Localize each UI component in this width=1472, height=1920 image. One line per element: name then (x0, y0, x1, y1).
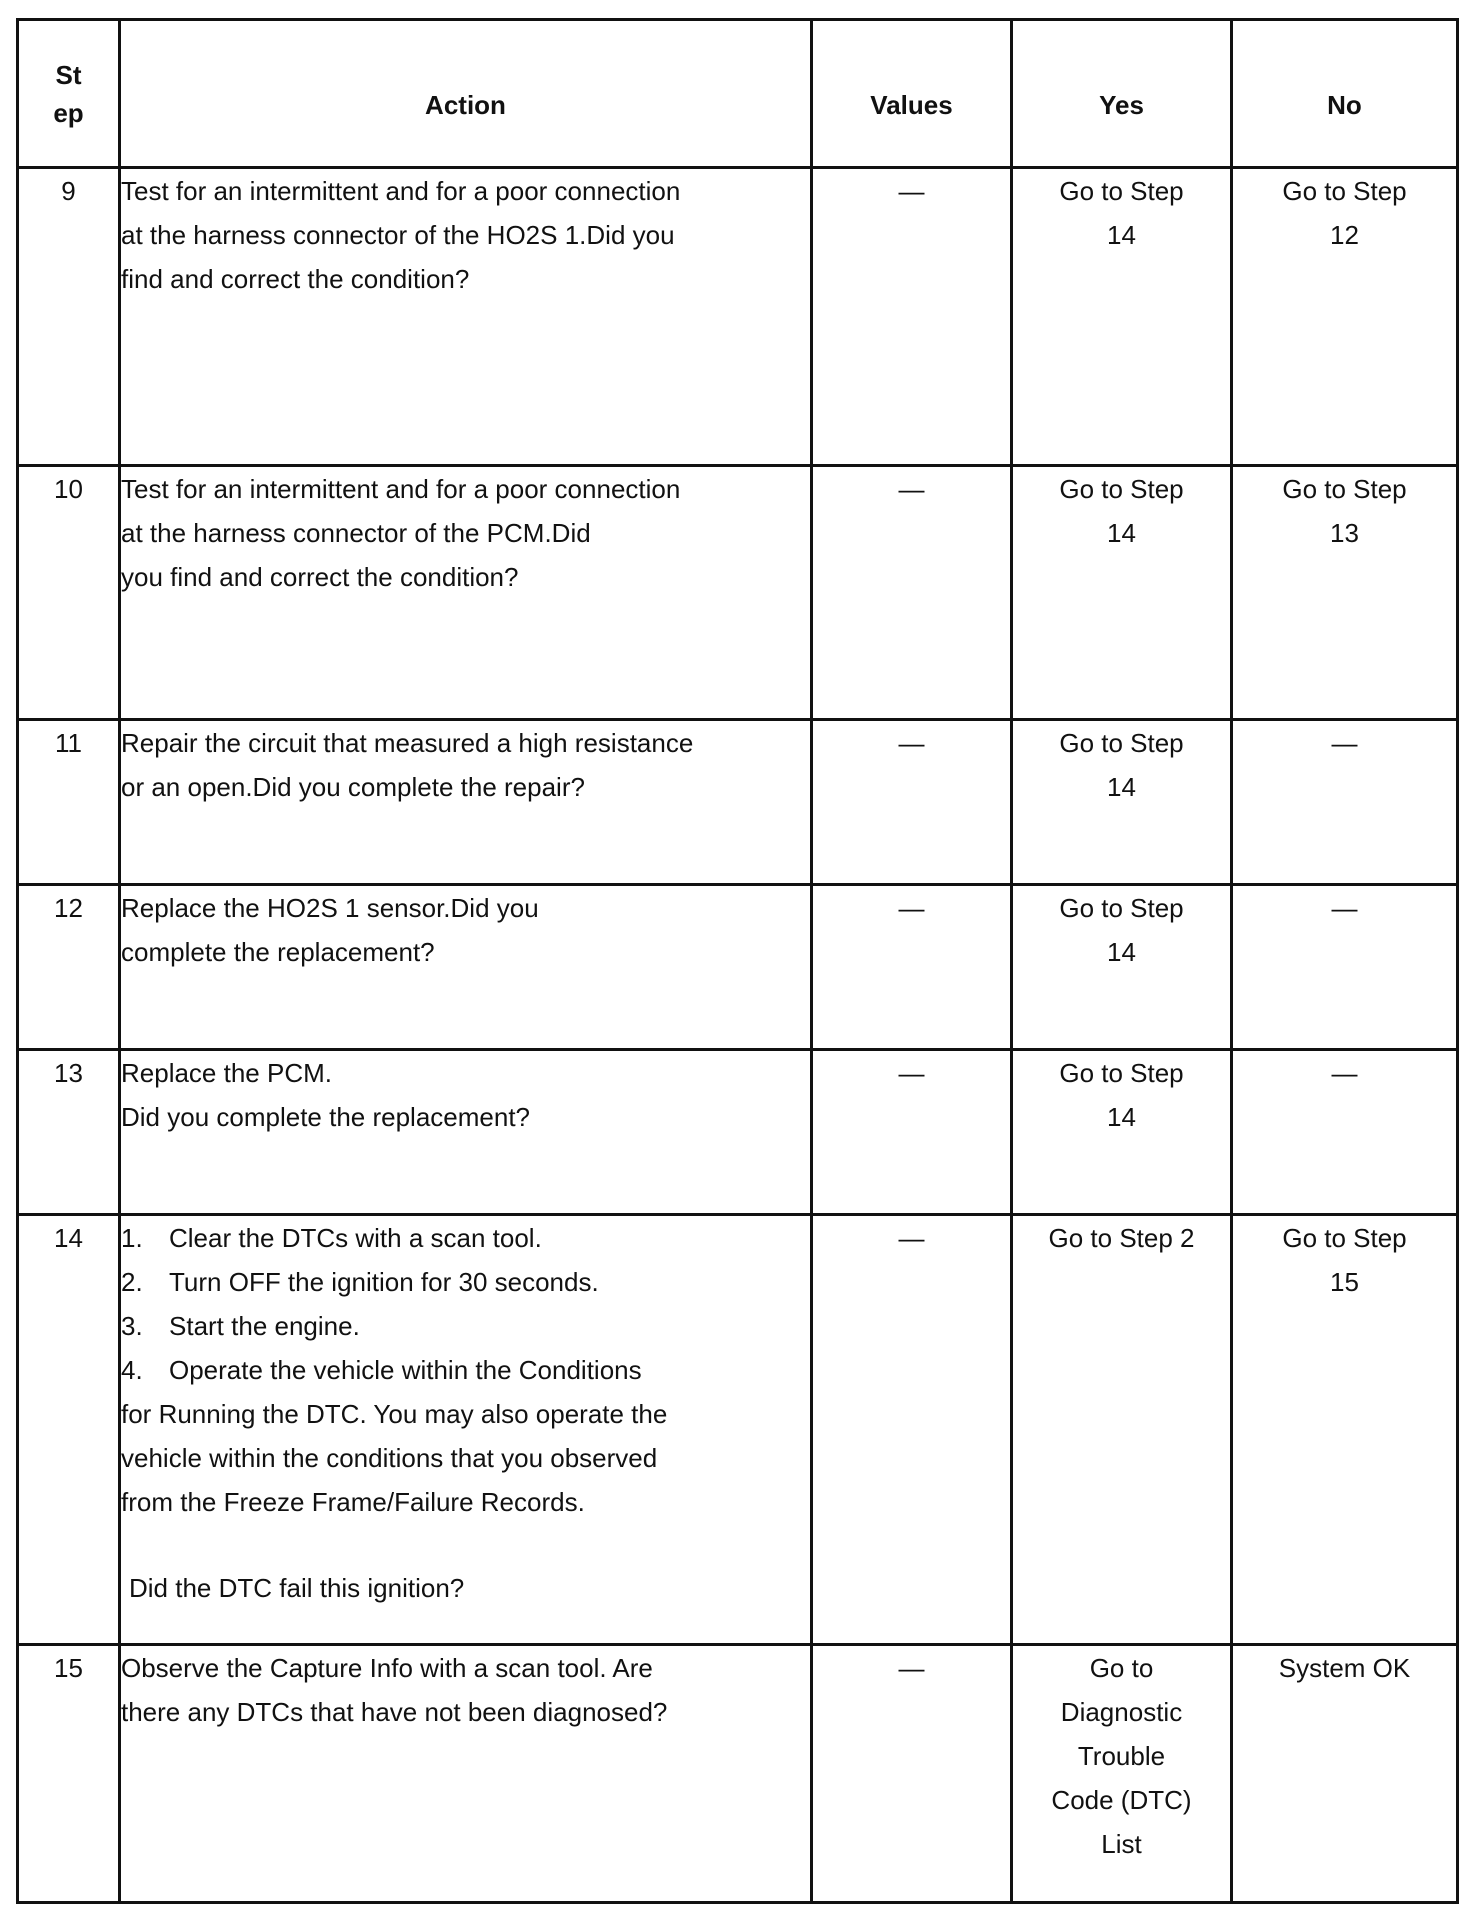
yes-line: 14 (1107, 937, 1136, 967)
action-line: Observe the Capture Info with a scan tool. Are (121, 1653, 653, 1683)
yes-cell (1012, 168, 1232, 466)
header-step-line1: St (55, 59, 82, 90)
action-line: Replace the HO2S 1 sensor.Did you (121, 893, 539, 923)
action-line: for Running the DTC. You may also operate the (121, 1399, 668, 1429)
step-number: 9 (18, 168, 120, 466)
yes-line: Go to Step 2 (1048, 1223, 1195, 1253)
header-row (18, 20, 1458, 168)
table-row (18, 885, 1458, 1050)
yes-line: Diagnostic (1060, 1697, 1183, 1727)
values-cell: — (812, 885, 1012, 1050)
values-cell: — (812, 1215, 1012, 1645)
yes-cell (1012, 720, 1232, 885)
step-number: 14 (18, 1215, 120, 1645)
no-line: — (1331, 728, 1358, 758)
yes-line: Code (DTC) (1051, 1785, 1192, 1815)
yes-line: Go to Step (1059, 893, 1184, 923)
yes-line: Go to Step (1059, 728, 1184, 758)
yes-line: 14 (1107, 772, 1136, 802)
action-cell (120, 720, 812, 885)
no-line: System OK (1278, 1653, 1411, 1683)
yes-line: List (1101, 1829, 1142, 1859)
no-cell (1232, 1215, 1458, 1645)
action-line: vehicle within the conditions that you observed (121, 1443, 658, 1473)
values-cell: — (812, 1050, 1012, 1215)
list-item-number: 3. (121, 1311, 143, 1341)
step-number: 11 (18, 720, 120, 885)
action-cell (120, 1645, 812, 1903)
no-line: — (1331, 1058, 1358, 1088)
table-row (18, 1215, 1458, 1645)
action-cell (120, 1050, 812, 1215)
yes-cell (1012, 1050, 1232, 1215)
action-line: Replace the PCM. (121, 1058, 332, 1088)
step-number: 10 (18, 466, 120, 720)
step-number: 15 (18, 1645, 120, 1903)
list-item (121, 1260, 810, 1304)
step-number: 12 (18, 885, 120, 1050)
action-line: Test for an intermittent and for a poor connection (121, 474, 681, 504)
action-cell (120, 885, 812, 1050)
list-item-text: Start the engine. (169, 1311, 360, 1341)
yes-line: 14 (1107, 220, 1136, 250)
action-line: Repair the circuit that measured a high resistance (121, 728, 694, 758)
yes-cell (1012, 1645, 1232, 1903)
header-step-line2: ep (53, 97, 84, 128)
list-item-number: 2. (121, 1267, 143, 1297)
action-line: at the harness connector of the PCM.Did (121, 518, 591, 548)
no-cell (1232, 1050, 1458, 1215)
yes-cell (1012, 1215, 1232, 1645)
values-cell: — (812, 168, 1012, 466)
action-line: complete the replacement? (121, 937, 435, 967)
action-cell (120, 466, 812, 720)
no-line: 12 (1330, 220, 1359, 250)
no-cell (1232, 885, 1458, 1050)
step-number: 13 (18, 1050, 120, 1215)
header-yes: Yes (1012, 20, 1232, 168)
table-row (18, 720, 1458, 885)
no-cell (1232, 720, 1458, 885)
values-cell: — (812, 1645, 1012, 1903)
no-line: Go to Step (1282, 1223, 1407, 1253)
table-row (18, 1645, 1458, 1903)
yes-line: Trouble (1077, 1741, 1166, 1771)
header-step (18, 20, 120, 168)
list-item-number: 4. (121, 1355, 143, 1385)
action-cell (120, 1215, 812, 1645)
action-line: there any DTCs that have not been diagnosed? (121, 1697, 668, 1727)
list-item-text: Clear the DTCs with a scan tool. (169, 1223, 542, 1253)
yes-cell (1012, 885, 1232, 1050)
no-line: 15 (1330, 1267, 1359, 1297)
action-line: Did you complete the replacement? (121, 1102, 531, 1132)
yes-line: 14 (1107, 518, 1136, 548)
yes-cell (1012, 466, 1232, 720)
values-cell: — (812, 720, 1012, 885)
yes-line: Go to (1089, 1653, 1154, 1683)
action-line: you find and correct the condition? (121, 562, 519, 592)
header-values: Values (812, 20, 1012, 168)
yes-line: Go to Step (1059, 176, 1184, 206)
yes-line: 14 (1107, 1102, 1136, 1132)
action-cell (120, 168, 812, 466)
list-item-number: 1. (121, 1223, 143, 1253)
spacer (121, 1524, 810, 1566)
header-action: Action (120, 20, 812, 168)
table-row (18, 168, 1458, 466)
action-line: find and correct the condition? (121, 264, 470, 294)
list-item (121, 1216, 810, 1260)
no-line: Go to Step (1282, 176, 1407, 206)
values-cell: — (812, 466, 1012, 720)
action-line: from the Freeze Frame/Failure Records. (121, 1487, 585, 1517)
no-cell (1232, 466, 1458, 720)
no-line: Go to Step (1282, 474, 1407, 504)
list-item (121, 1348, 810, 1392)
table-row (18, 1050, 1458, 1215)
action-line: Test for an intermittent and for a poor connection (121, 176, 681, 206)
list-item (121, 1304, 810, 1348)
yes-line: Go to Step (1059, 1058, 1184, 1088)
header-no: No (1232, 20, 1458, 168)
table-row (18, 466, 1458, 720)
yes-line: Go to Step (1059, 474, 1184, 504)
list-item-text: Turn OFF the ignition for 30 seconds. (169, 1267, 599, 1297)
action-question: Did the DTC fail this ignition? (129, 1573, 465, 1603)
list-item-text: Operate the vehicle within the Conditions (169, 1355, 642, 1385)
action-line: or an open.Did you complete the repair? (121, 772, 585, 802)
no-line: 13 (1330, 518, 1359, 548)
no-cell (1232, 168, 1458, 466)
diagnostic-table (16, 18, 1459, 1904)
action-line: at the harness connector of the HO2S 1.Did you (121, 220, 675, 250)
no-line: — (1331, 893, 1358, 923)
no-cell (1232, 1645, 1458, 1903)
procedure-list (121, 1216, 810, 1392)
